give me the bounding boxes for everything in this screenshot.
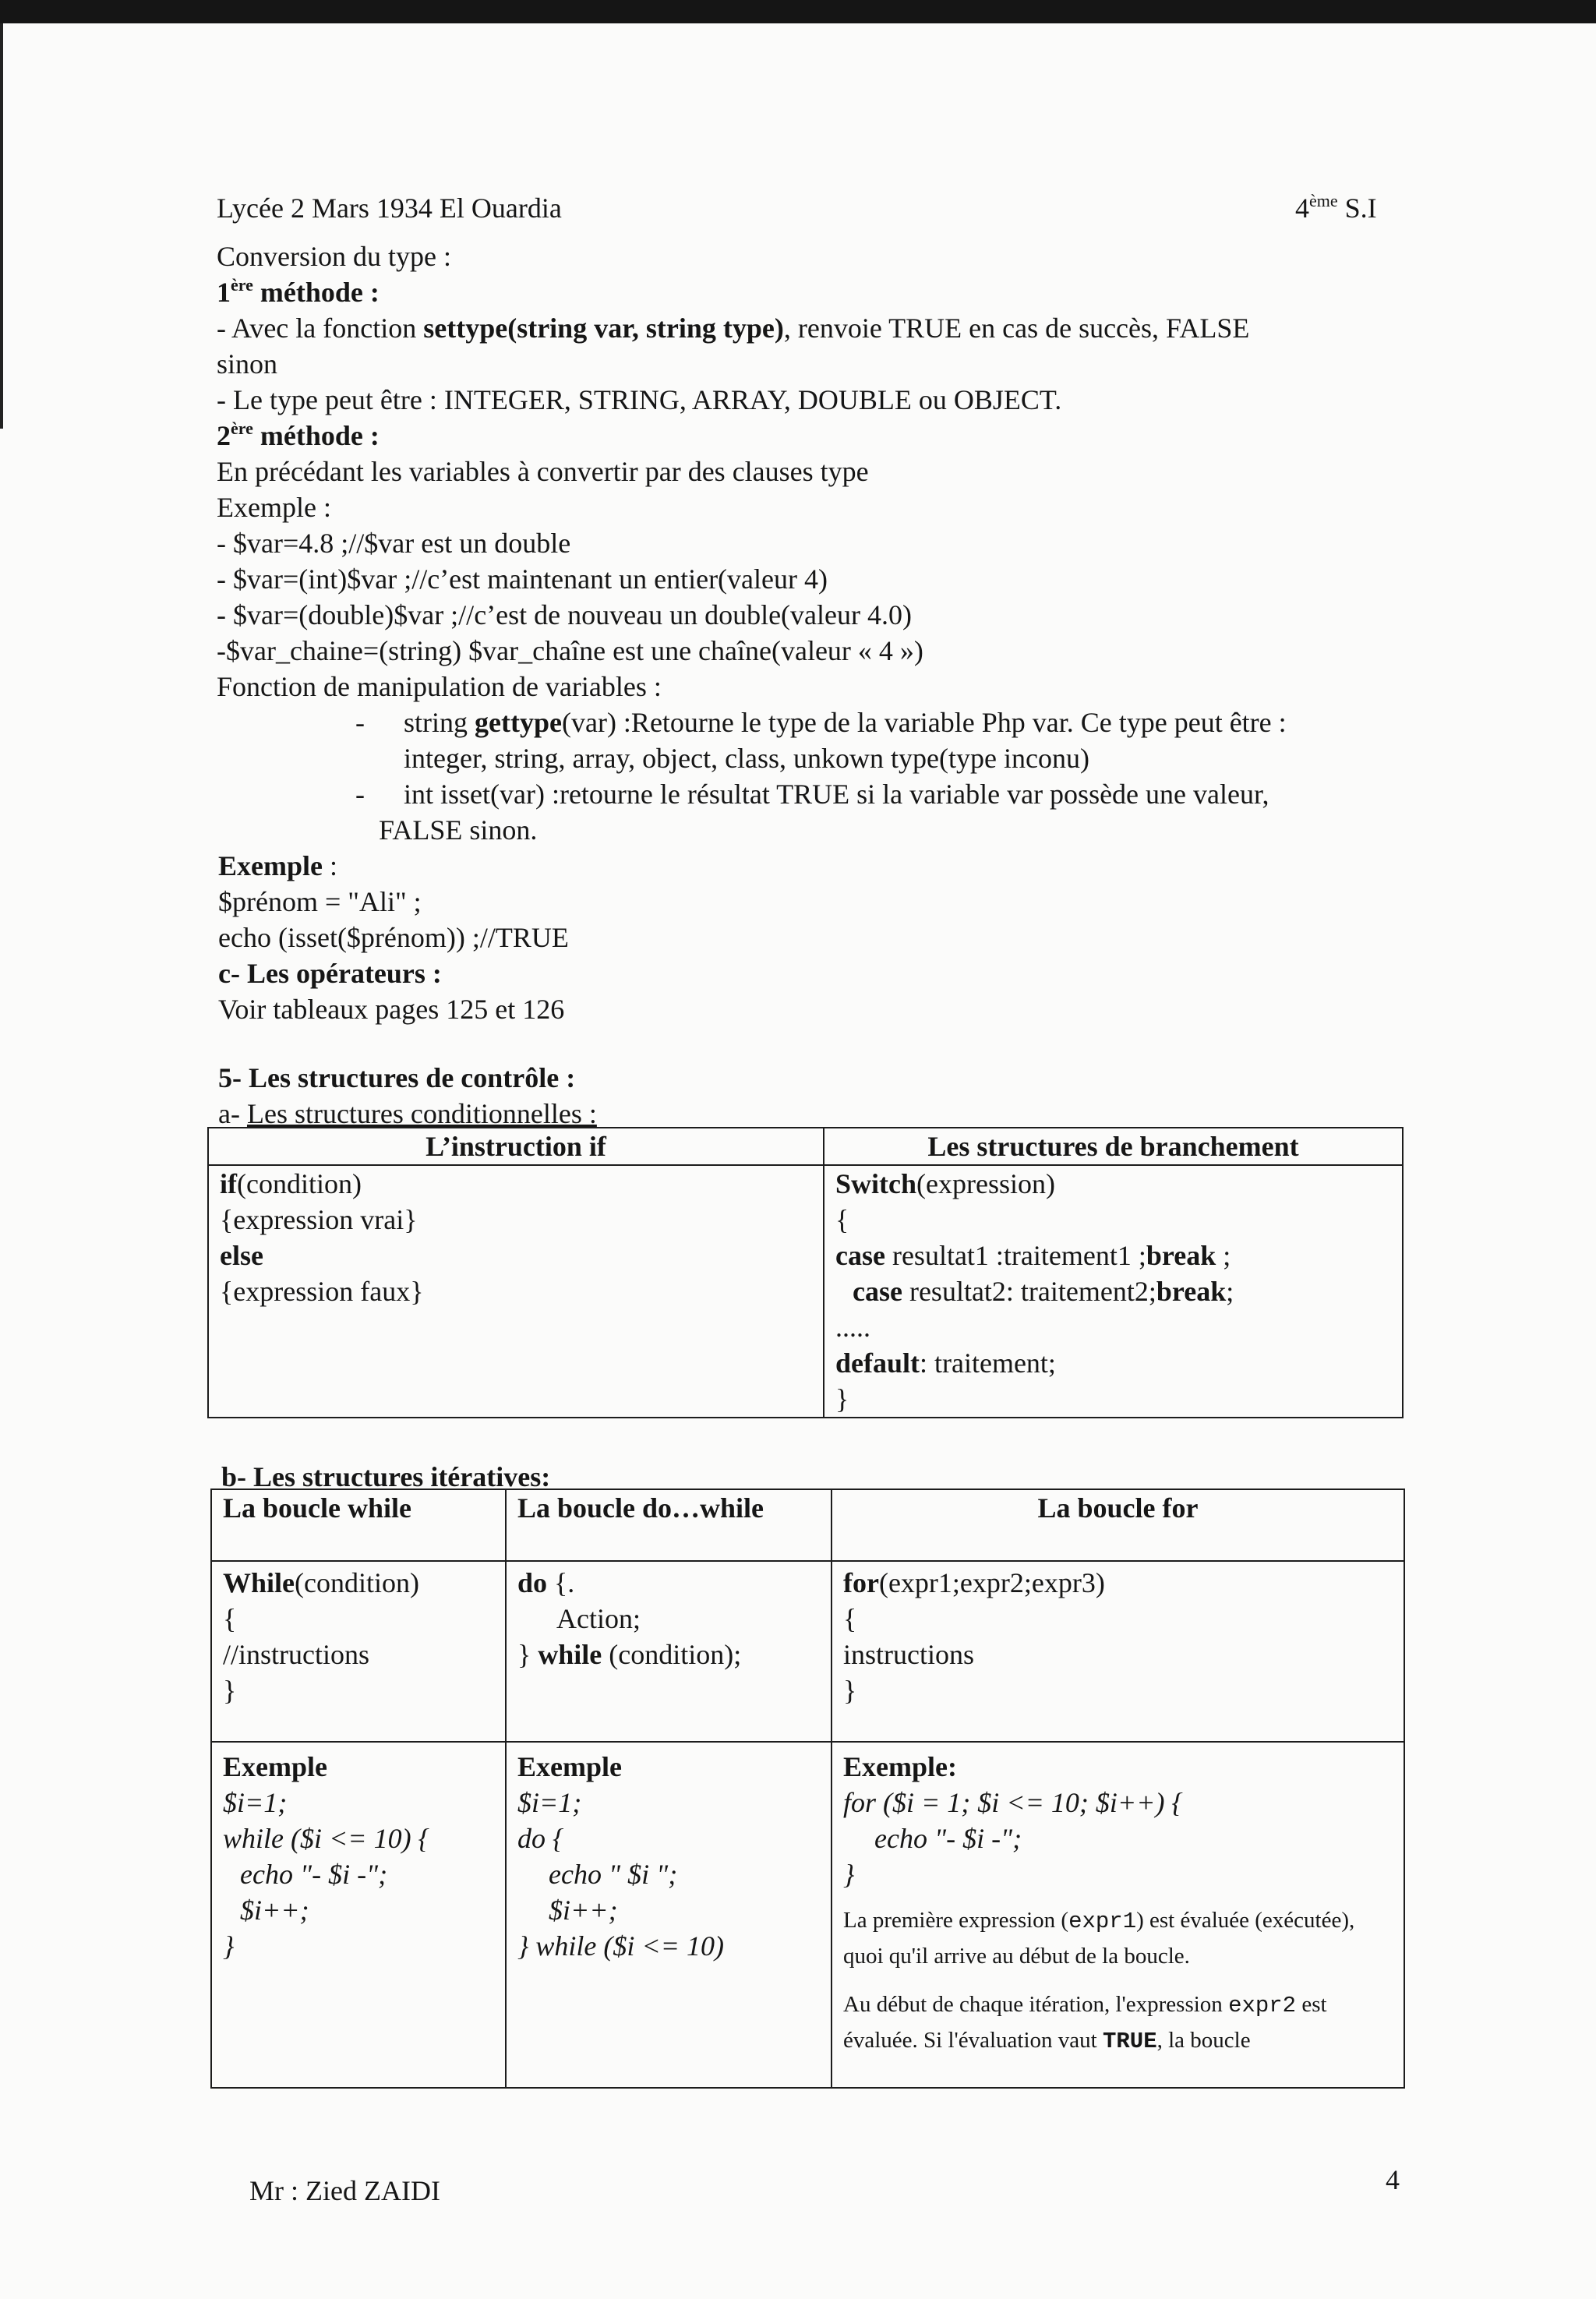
class-label: 4ème S.I [1295,191,1377,224]
while-close: } [223,1675,237,1706]
do-while-syntax-cell [506,1561,832,1742]
switch-line: Switch(expression) [835,1168,1055,1199]
for-note-1: La première expression (expr1) est évaluée (exécutée), quoi qu'il arrive au début de la boucle. [843,1908,1355,1969]
for-syntax-cell [832,1561,1404,1742]
functions-code-line: echo (isset($prénom)) ;//TRUE [218,922,569,953]
while-example-cell [211,1742,506,2088]
control-structures-title: 5- Les structures de contrôle : [218,1062,576,1093]
while-syntax-cell [211,1561,506,1742]
conversion-example-line: -$var_chaine=(string) $var_chaîne est une chaîne(valeur « 4 ») [217,635,923,666]
bullet-dash: - [355,779,365,810]
conversion-example-line: - $var=4.8 ;//$var est un double [217,528,571,559]
while-example-line: $i=1; [223,1787,288,1818]
for-example-label: Exemple: [843,1751,957,1782]
do-example-line: $i++; [549,1895,618,1926]
for-instructions: instructions [843,1639,974,1670]
conversion-intro: Conversion du type : [217,241,451,272]
method-2-line-1: En précédant les variables à convertir par des clauses type [217,456,869,487]
switch-dots: ..... [835,1312,870,1343]
conditional-subtitle: a- Les structures conditionnelles : [218,1098,597,1129]
for-note-2: Au début de chaque itération, l'expression expr2 est évaluée. Si l'évaluation vaut TRUE, la boucle [843,1992,1327,2054]
if-true-line: {expression vrai} [220,1204,418,1235]
if-header: L’instruction if [208,1128,824,1165]
scan-left-edge [0,23,3,429]
gettype-bullet: string gettype(var) :Retourne le type de la variable Php var. Ce type peut être : [404,707,1287,738]
for-example-cell [832,1742,1404,2088]
for-open: { [843,1603,857,1634]
if-false-line: {expression faux} [220,1276,424,1307]
do-example-label: Exemple [517,1751,622,1782]
while-open: { [223,1603,237,1634]
footer-author: Mr : Zied ZAIDI [249,2175,440,2206]
while-instructions: //instructions [223,1639,369,1670]
operators-title: c- Les opérateurs : [218,958,442,989]
method-1-heading: 1ère méthode : [217,275,380,308]
school-name: Lycée 2 Mars 1934 El Ouardia [217,192,562,224]
method-1-line-1: - Avec la fonction settype(string var, string type), renvoie TRUE en cas de succès, FALSE [217,313,1250,344]
functions-example-label: Exemple : [218,850,337,881]
switch-cell [824,1165,1403,1418]
do-while-line: } while (condition); [517,1639,742,1670]
while-example-label: Exemple [223,1751,327,1782]
case-2-line: case resultat2: traitement2;break; [853,1276,1234,1307]
while-header: La boucle while [211,1489,506,1561]
conversion-example-line: - $var=(int)$var ;//c’est maintenant un entier(valeur 4) [217,563,828,595]
operators-text: Voir tableaux pages 125 et 126 [218,994,565,1025]
while-line: While(condition) [223,1567,419,1598]
do-while-example-cell [506,1742,832,2088]
gettype-bullet-cont: integer, string, array, object, class, unkown type(type inconu) [404,743,1089,774]
do-action: Action; [556,1603,641,1634]
conversion-example-label: Exemple : [217,492,331,523]
for-close: } [843,1675,857,1706]
for-example-line: } [843,1859,855,1890]
switch-header: Les structures de branchement [824,1128,1403,1165]
scan-top-border [0,0,1596,23]
switch-open-brace: { [835,1204,849,1235]
while-example-line: $i++; [240,1895,309,1926]
conditional-table [207,1127,1404,1418]
for-line: for(expr1;expr2;expr3) [843,1567,1105,1598]
while-example-line: } [223,1930,235,1962]
else-line: else [220,1240,263,1271]
bullet-dash: - [355,707,365,738]
iterative-table [210,1489,1405,2089]
do-example-line: echo " $i "; [549,1859,678,1890]
switch-close-brace: } [835,1383,849,1414]
isset-bullet: int isset(var) :retourne le résultat TRUE si la variable var possède une valeur, [404,779,1269,810]
iterative-subtitle: b- Les structures itératives: [221,1461,551,1492]
do-while-header: La boucle do…while [506,1489,832,1561]
do-example-line: $i=1; [517,1787,582,1818]
conversion-example-line: - $var=(double)$var ;//c’est de nouveau un double(valeur 4.0) [217,599,912,630]
if-line: if(condition) [220,1168,362,1199]
isset-bullet-cont: FALSE sinon. [379,814,538,846]
while-example-line: echo "- $i -"; [240,1859,388,1890]
do-example-line: } while ($i <= 10) [517,1930,724,1962]
method-1-line-3: - Le type peut être : INTEGER, STRING, ARRAY, DOUBLE ou OBJECT. [217,384,1062,415]
functions-code-line: $prénom = "Ali" ; [218,886,422,917]
do-line: do {. [517,1567,575,1598]
method-2-heading: 2ère méthode : [217,418,380,451]
page-number: 4 [1386,2164,1400,2195]
default-line: default: traitement; [835,1347,1056,1379]
case-1-line: case resultat1 :traitement1 ;break ; [835,1240,1231,1271]
for-example-line: echo "- $i -"; [874,1823,1022,1854]
for-example-line: for ($i = 1; $i <= 10; $i++) { [843,1787,1183,1818]
do-example-line: do { [517,1823,564,1854]
while-example-line: while ($i <= 10) { [223,1823,429,1854]
if-cell [208,1165,824,1418]
functions-title: Fonction de manipulation de variables : [217,671,662,702]
method-1-line-2: sinon [217,348,278,380]
for-header: La boucle for [832,1489,1404,1561]
